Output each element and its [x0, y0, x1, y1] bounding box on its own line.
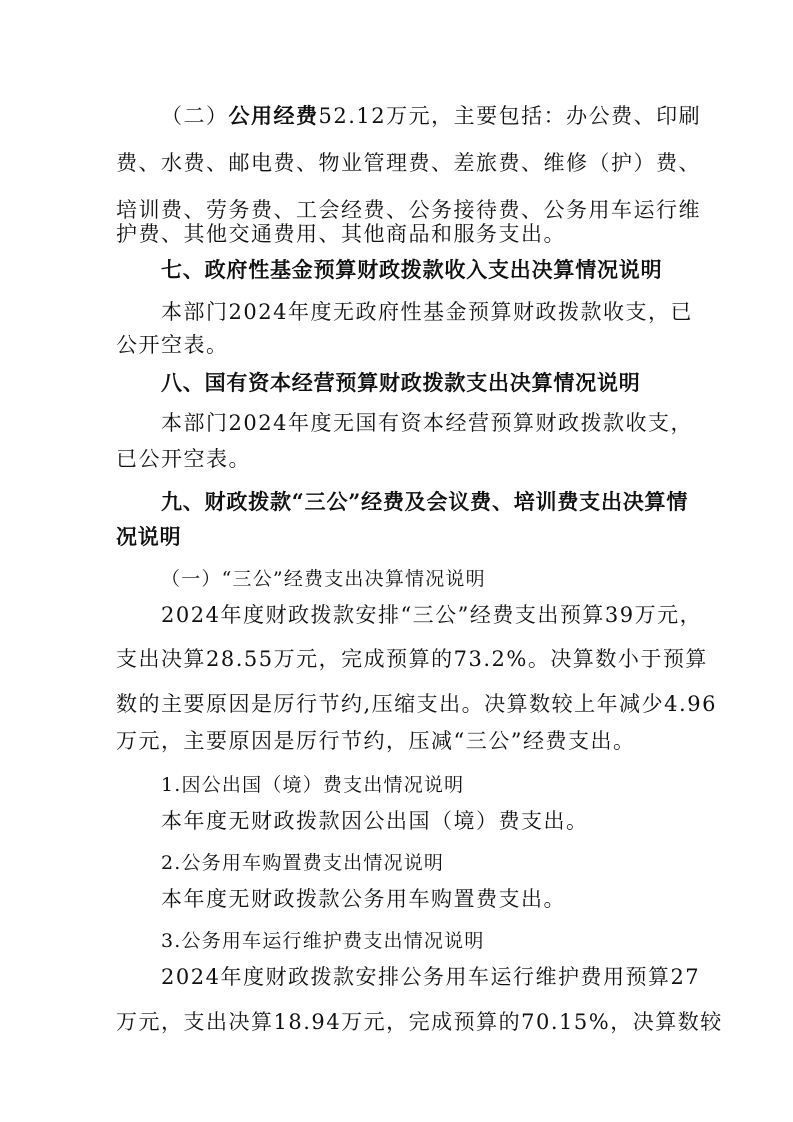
paragraph-line: 培训费、劳务费、工会经费、公务接待费、公务用车运行维: [116, 198, 701, 222]
item-title: 2.公务用车购置费支出情况说明: [161, 852, 445, 874]
paragraph-text: 52.12万元，主要包括：办公费、印刷: [318, 104, 702, 128]
paragraph-line: 费、水费、邮电费、物业管理费、差旅费、维修（护）费、: [116, 151, 701, 175]
paragraph-line: 2024年度财政拨款安排公务用车运行维护费用预算27: [161, 965, 701, 989]
item-title: 3.公务用车运行维护费支出情况说明: [161, 930, 485, 952]
section-heading: 七、政府性基金预算财政拨款收入支出决算情况说明: [161, 257, 663, 282]
paragraph-line: 万元，主要原因是厉行节约，压减“三公”经费支出。: [116, 729, 636, 753]
paragraph-line: 万元，支出决算18.94万元，完成预算的70.15%，决算数较: [116, 1010, 723, 1034]
paragraph-line: [161, 98, 702, 134]
section-heading: 八、国有资本经营预算财政拨款支出决算情况说明: [161, 370, 641, 395]
paragraph-line: 支出决算28.55万元，完成预算的73.2%。决算数小于预算: [116, 647, 708, 671]
paragraph-line: 数的主要原因是厉行节约,压缩支出。决算数较上年减少4.96: [116, 692, 717, 716]
item-title: 1.因公出国（境）费支出情况说明: [161, 774, 465, 796]
section-heading-continued: 况说明: [116, 524, 182, 549]
paragraph-line: 本部门2024年度无国有资本经营预算财政拨款收支，: [161, 411, 693, 435]
subsection-title: （一）“三公”经费支出决算情况说明: [161, 568, 486, 590]
paragraph-line: 已公开空表。: [116, 447, 251, 471]
paragraph-line: 本年度无财政拨款公务用车购置费支出。: [161, 887, 566, 911]
section-heading: 九、财政拨款“三公”经费及会议费、培训费支出决算情: [161, 489, 689, 514]
paren-prefix: （二）: [161, 104, 229, 128]
paragraph-line: 护费、其他交通费用、其他商品和服务支出。: [116, 222, 566, 246]
paragraph-line: 公开空表。: [116, 333, 229, 357]
paragraph-line: 本年度无财政拨款因公出国（境）费支出。: [161, 809, 589, 833]
paragraph-line: 本部门2024年度无政府性基金预算财政拨款收支，已: [161, 300, 693, 324]
bold-term: 公用经费: [228, 103, 319, 128]
paragraph-line: 2024年度财政拨款安排“三公”经费支出预算39万元，: [161, 603, 703, 627]
